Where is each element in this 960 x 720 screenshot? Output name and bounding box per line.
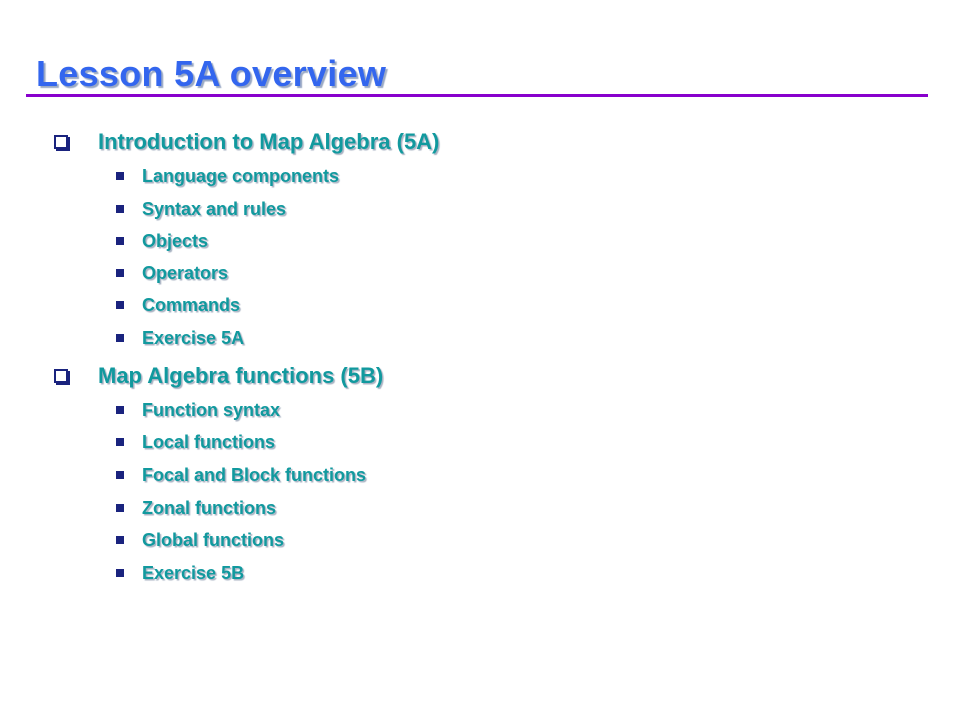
filled-square-bullet-icon [116,569,124,577]
list-item-label: Commands [142,295,241,315]
list-item [116,528,284,552]
list-item [116,561,244,585]
filled-square-bullet-icon [116,334,124,342]
hollow-square-bullet-icon [54,135,68,149]
list-item-label: Exercise 5B [142,563,245,583]
section-label: Introduction to Map Algebra (5A) [98,129,440,154]
list-item-label: Language components [142,166,340,186]
list-item [116,293,240,317]
slide-title: Lesson 5A overview [36,53,387,94]
list-item [116,326,244,350]
list-item-label: Local functions [142,432,276,452]
list-item-label: Syntax and rules [142,199,287,219]
list-item-label: Global functions [142,530,284,550]
list-item [116,164,339,188]
filled-square-bullet-icon [116,172,124,180]
filled-square-bullet-icon [116,504,124,512]
filled-square-bullet-icon [116,205,124,213]
list-item-label: Objects [142,231,209,251]
list-item [116,496,276,520]
filled-square-bullet-icon [116,301,124,309]
list-item [116,430,275,454]
filled-square-bullet-icon [116,269,124,277]
list-item [116,463,366,487]
filled-square-bullet-icon [116,536,124,544]
hollow-square-bullet-icon [54,369,68,383]
filled-square-bullet-icon [116,438,124,446]
list-item [116,261,228,285]
list-item [116,197,286,221]
list-item [116,398,280,422]
filled-square-bullet-icon [116,471,124,479]
list-item-label: Function syntax [142,400,281,420]
filled-square-bullet-icon [116,406,124,414]
section-heading [54,362,383,390]
list-item-label: Exercise 5A [142,328,245,348]
list-item-label: Zonal functions [142,498,276,518]
list-item-label: Focal and Block functions [142,465,367,485]
list-item [116,229,208,253]
section-heading [54,128,439,156]
list-item-label: Operators [142,263,229,283]
section-label: Map Algebra functions (5B) [98,363,384,388]
filled-square-bullet-icon [116,237,124,245]
